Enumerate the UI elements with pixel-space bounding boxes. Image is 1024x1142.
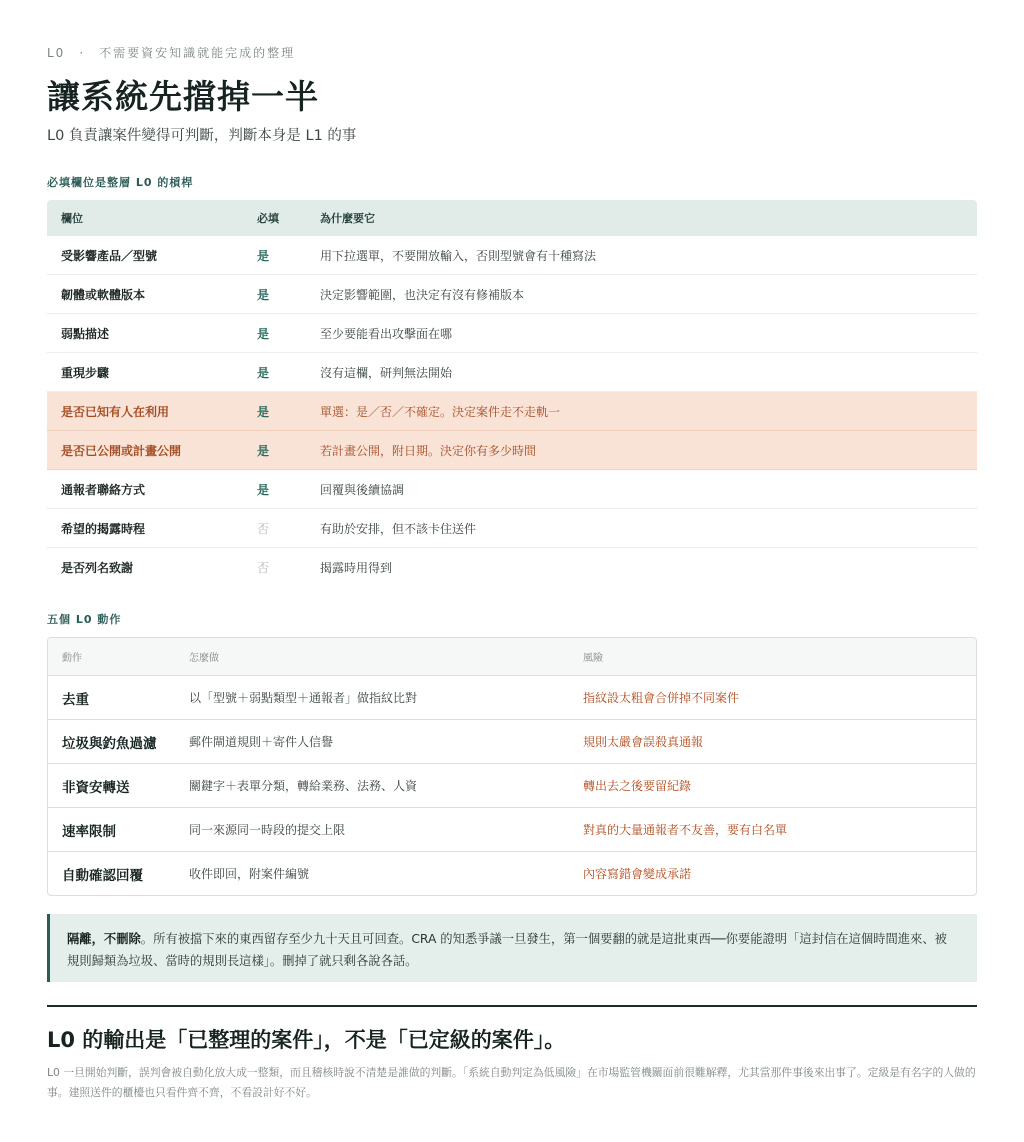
actions-section-label: 五個 L0 動作 (47, 613, 122, 626)
page-subtitle: L0 負責讓案件變得可判斷，判斷本身是 L1 的事 (47, 128, 357, 144)
required-flag: 是 (257, 287, 270, 302)
column-header-required: 必填 (257, 212, 279, 225)
eyebrow-text: 不需要資安知識就能完成的整理 (99, 46, 296, 60)
table-header (47, 200, 977, 236)
table-row (48, 764, 976, 808)
field-reason: 單選：是／否／不確定。決定案件走不走軌一 (320, 404, 561, 419)
eyebrow-code: L0 (47, 46, 66, 60)
required-fields-table (47, 200, 977, 586)
required-flag: 是 (257, 248, 270, 263)
table-row-highlighted (47, 392, 977, 431)
field-name: 重現步驟 (61, 365, 110, 380)
required-flag: 是 (257, 482, 270, 497)
callout-note (47, 914, 977, 982)
column-header-field: 欄位 (61, 212, 83, 225)
required-flag: 是 (257, 365, 270, 380)
field-name: 希望的揭露時程 (61, 521, 146, 536)
field-reason: 若計畫公開，附日期。決定你有多少時間 (320, 443, 537, 458)
field-name: 韌體或軟體版本 (61, 287, 146, 302)
action-risk: 指紋設太粗會合併掉不同案件 (583, 691, 740, 705)
column-header-risk: 風險 (583, 653, 603, 664)
table-row (48, 852, 976, 895)
field-reason: 沒有這欄，研判無法開始 (320, 365, 453, 380)
column-header-action: 動作 (62, 653, 82, 664)
action-name: 自動確認回覆 (62, 867, 143, 884)
callout-text: 。所有被擋下來的東西留存至少九十天且可回查。CRA 的知悉爭議一旦發生，第一個要翻的就是這批東西──你要能證明「這封信在這個時間進來、被規則歸類為垃圾、當時的規則長這樣」。刪掉了就只剩各說各話。 (67, 932, 947, 968)
column-header-reason: 為什麼要它 (320, 212, 375, 225)
action-risk: 轉出去之後要留紀錄 (583, 779, 692, 793)
action-how: 收件即回，附案件編號 (189, 867, 310, 881)
action-name: 垃圾與釣魚過濾 (62, 735, 157, 752)
eyebrow (47, 44, 977, 61)
table-row (47, 314, 977, 353)
table-row (47, 548, 977, 586)
field-name: 是否已公開或計畫公開 (61, 443, 182, 458)
action-name: 速率限制 (62, 823, 116, 840)
action-how: 同一來源同一時段的提交上限 (189, 823, 346, 837)
table-row (47, 509, 977, 548)
field-name: 受影響產品／型號 (61, 248, 158, 263)
field-reason: 至少要能看出攻擊面在哪 (320, 326, 453, 341)
divider (47, 1005, 977, 1007)
field-reason: 揭露時用得到 (320, 560, 393, 575)
field-name: 是否列名致謝 (61, 560, 134, 575)
table-header (48, 638, 976, 676)
required-flag: 是 (257, 404, 270, 419)
field-reason: 回覆與後續協調 (320, 482, 405, 497)
actions-table (47, 637, 977, 896)
action-how: 以「型號＋弱點類型＋通報者」做指紋比對 (189, 691, 418, 705)
column-header-how: 怎麼做 (189, 653, 219, 664)
action-risk: 規則太嚴會誤殺真通報 (583, 735, 704, 749)
table-row (48, 720, 976, 764)
table-row (47, 353, 977, 392)
table-row (48, 676, 976, 720)
action-risk: 內容寫錯會變成承諾 (583, 867, 692, 881)
conclusion-body: L0 一旦開始判斷，誤判會被自動化放大成一整類，而且稽核時說不清楚是誰做的判斷。「系統自動判定為低風險」在市場監管機關面前很難解釋，尤其當那件事後來出事了。定級是有名字的人做的事。建照送件的櫃檯也只看件齊不齊，不看設計好不好。 (47, 1066, 976, 1099)
required-flag: 是 (257, 326, 270, 341)
action-how: 郵件閘道規則＋寄件人信譽 (189, 735, 334, 749)
field-name: 是否已知有人在利用 (61, 404, 170, 419)
eyebrow-separator: · (79, 46, 86, 60)
field-name: 通報者聯絡方式 (61, 482, 146, 497)
page-title: 讓系統先擋掉一半 (47, 77, 319, 116)
callout-bold: 隔離，不刪除 (67, 932, 141, 946)
table-row (47, 275, 977, 314)
field-reason: 有助於安排，但不該卡住送件 (320, 521, 477, 536)
action-risk: 對真的大量通報者不友善，要有白名單 (583, 823, 788, 837)
table-row-highlighted (47, 431, 977, 470)
action-name: 非資安轉送 (62, 779, 130, 796)
field-reason: 決定影響範圍，也決定有沒有修補版本 (320, 287, 525, 302)
fields-section-label: 必填欄位是整層 L0 的槓桿 (47, 176, 194, 189)
required-flag: 是 (257, 443, 270, 458)
field-name: 弱點描述 (61, 326, 110, 341)
action-how: 關鍵字＋表單分類，轉給業務、法務、人資 (189, 779, 418, 793)
action-name: 去重 (62, 691, 89, 708)
conclusion-heading: L0 的輸出是「已整理的案件」，不是「已定級的案件」。 (47, 1028, 566, 1052)
required-flag: 否 (257, 560, 270, 575)
table-row (47, 236, 977, 275)
field-reason: 用下拉選單，不要開放輸入，否則型號會有十種寫法 (320, 248, 597, 263)
table-row (48, 808, 976, 852)
table-row (47, 470, 977, 509)
required-flag: 否 (257, 521, 270, 536)
